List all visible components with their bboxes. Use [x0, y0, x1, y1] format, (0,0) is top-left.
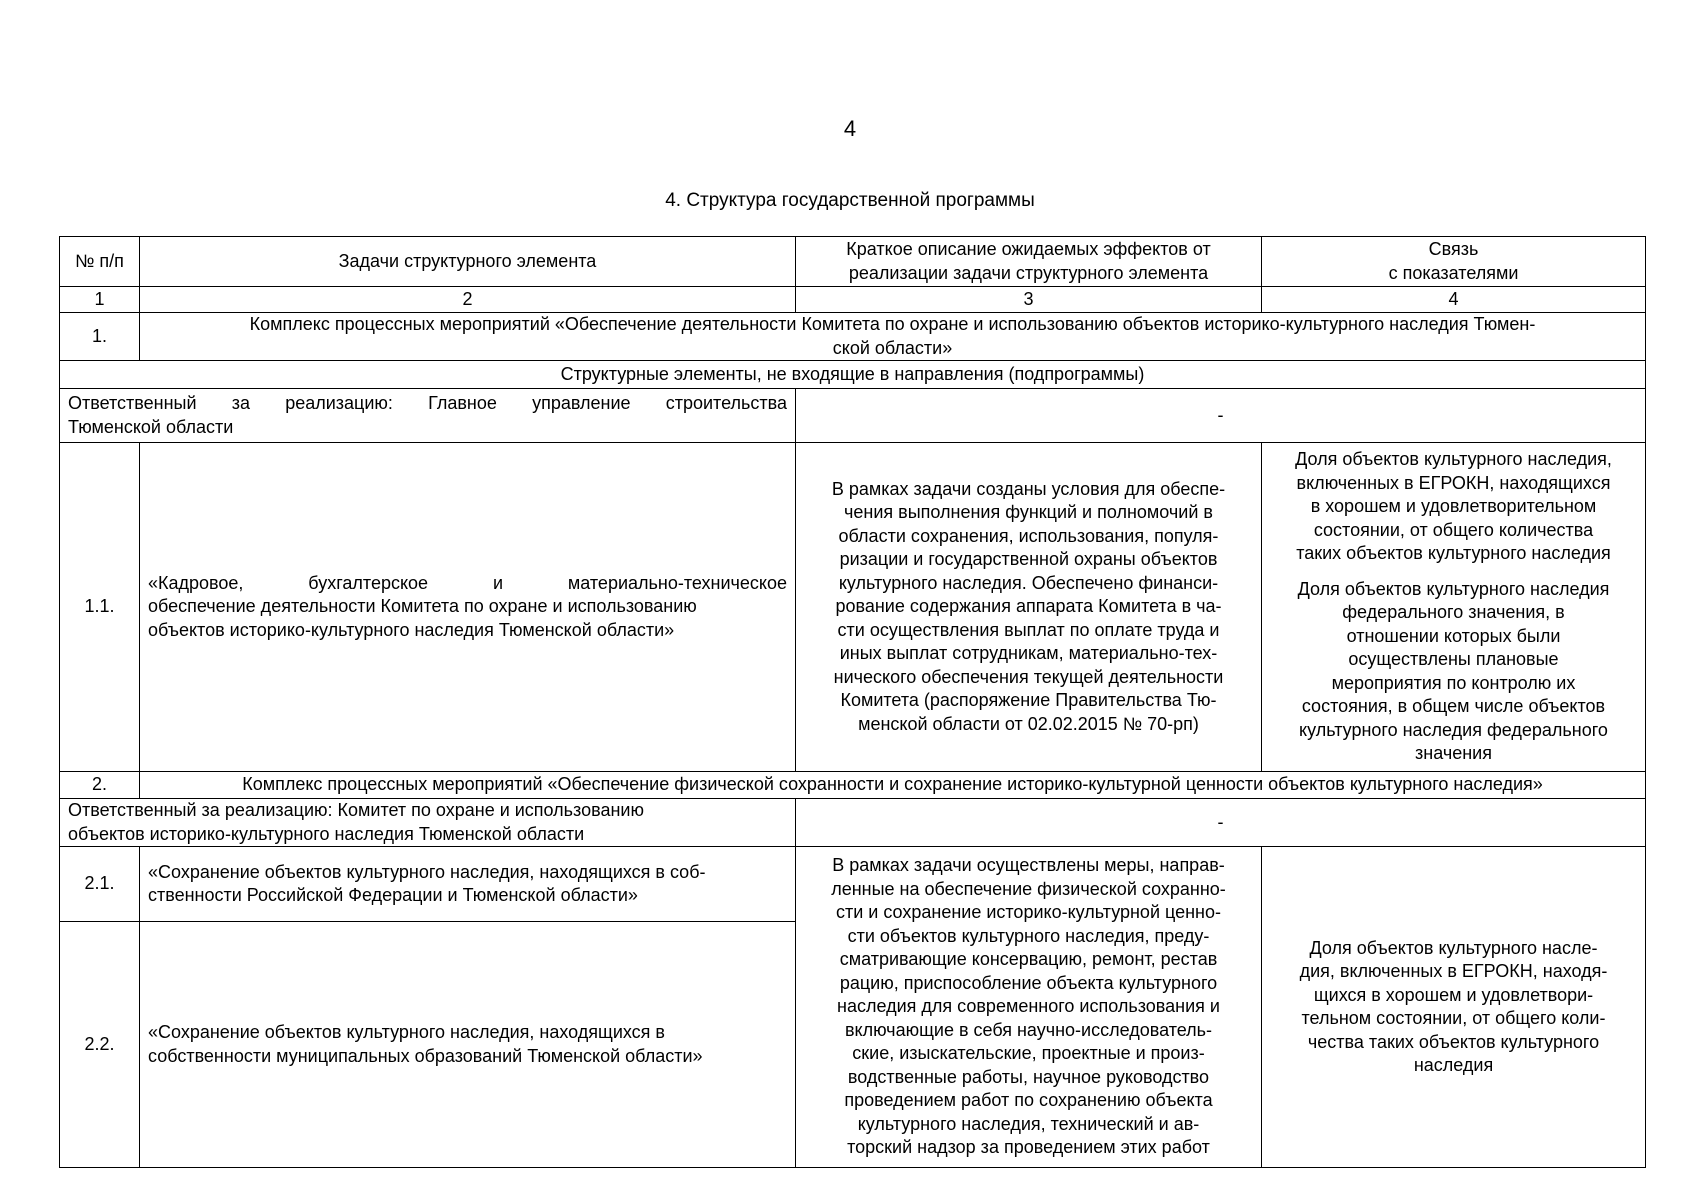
column-numbers-row [60, 287, 1646, 313]
row-1-1-task-line: объектов историко-культурного наследия Тюменской области» [148, 619, 675, 640]
effect-line: сти осуществления выплат по оплате труда и [837, 619, 1220, 640]
indicator-line: состояния, в общем числе объектов [1301, 696, 1606, 717]
responsible-1-line: Тюменской области [68, 416, 234, 437]
responsible-2-line: объектов историко-культурного наследия Тюменской области [68, 823, 585, 844]
header-num: № п/п [60, 237, 140, 287]
row-1-1-effect [796, 443, 1262, 772]
header-effects-line: Краткое описание ожидаемых эффектов от [846, 239, 1211, 259]
effect-line: рование содержания аппарата Комитета в ча- [835, 596, 1222, 617]
responsible-1-dash: - [796, 389, 1646, 443]
effect-line: области сохранения, использования, популя- [838, 525, 1219, 546]
effect-line: водственные работы, научное руководство [847, 1066, 1210, 1087]
indicator-line: отношении которых были [1346, 625, 1561, 646]
section-2-indicator [1262, 847, 1646, 1168]
indicator-line: мероприятия по контролю их [1331, 672, 1576, 693]
responsible-2-line: Ответственный за реализацию: Комитет по охране и использованию [68, 800, 644, 820]
section-2-num: 2. [60, 772, 140, 799]
indicator-line: Доля объектов культурного насле- [1309, 937, 1598, 958]
indicator-line: чества таких объектов культурного [1307, 1031, 1600, 1052]
section-2-title: Комплекс процессных мероприятий «Обеспечение физической сохранности и сохранение историко-культурной ценности объектов культурного наследия» [140, 772, 1646, 799]
column-number: 2 [140, 287, 796, 313]
indicator-line: таких объектов культурного наследия [1296, 543, 1611, 564]
effect-line: В рамках задачи осуществлены меры, направ- [832, 855, 1225, 876]
header-link-line: Связь [1428, 239, 1479, 259]
row-1-1-task [140, 443, 796, 772]
effect-line: культурного наследия, технический и ав- [857, 1113, 1200, 1134]
header-link-line: с показателями [1388, 262, 1519, 283]
effect-line: чения выполнения функций и полномочий в [844, 502, 1213, 523]
row-2-2-task-line: «Сохранение объектов культурного наследия, находящихся в [148, 1022, 665, 1042]
effect-line: культурного наследия. Обеспечено финанси- [838, 572, 1219, 593]
row-2-1-task-line: ственности Российской Федерации и Тюменской области» [148, 885, 638, 905]
row-2-2-task-line: собственности муниципальных образований Тюменской области» [148, 1045, 703, 1066]
subheading-row [60, 361, 1646, 389]
section-title: 4. Структура государственной программы [665, 190, 1035, 211]
column-number: 1 [60, 287, 140, 313]
section-2-row [60, 772, 1646, 799]
indicator-line: Доля объектов культурного наследия [1297, 578, 1610, 599]
responsible-2-text [60, 799, 796, 847]
column-number: 4 [1262, 287, 1646, 313]
row-2-1-task-line: «Сохранение объектов культурного наследия, находящихся в соб- [148, 861, 706, 882]
effect-line: включающие в себя научно-исследователь- [844, 1019, 1213, 1040]
indicator-line: осуществлены плановые [1348, 649, 1559, 670]
responsible-2-dash: - [796, 799, 1646, 847]
effect-line: сматривающие консервацию, ремонт, рестав [839, 949, 1218, 970]
row-2-2-task [140, 922, 796, 1168]
effect-line: В рамках задачи созданы условия для обеспе- [831, 478, 1226, 499]
header-effects-line: реализации задачи структурного элемента [848, 262, 1209, 283]
responsible-1-line: Ответственный за реализацию: Главное управление строительства [68, 393, 787, 413]
responsible-1-text [60, 389, 796, 443]
effect-line: Комитета (распоряжение Правительства Тю- [840, 690, 1217, 711]
indicator-line: включенных в ЕГРОКН, находящихся [1296, 472, 1611, 493]
indicator-line: тельном состоянии, от общего коли- [1301, 1008, 1606, 1028]
header-link [1262, 237, 1646, 287]
indicator-line: состоянии, от общего количества [1313, 519, 1594, 540]
indicator-line: наследия [1413, 1055, 1494, 1075]
responsible-1-row [60, 389, 1646, 443]
effect-line: ризации и государственной охраны объектов [839, 549, 1218, 570]
section-1-row [60, 313, 1646, 361]
effect-line: сти объектов культурного наследия, преду- [847, 925, 1210, 946]
effect-line: иных выплат сотрудникам, материально-тех- [839, 643, 1218, 664]
page-number: 4 [843, 116, 857, 141]
indicator-line: культурного наследия федерального [1299, 719, 1608, 740]
row-2-1-task [140, 847, 796, 922]
indicator-line: щихся в хорошем и удовлетвори- [1313, 984, 1594, 1005]
row-2-1-num: 2.1. [60, 847, 140, 922]
effect-line: сти и сохранение историко-культурной ценно- [835, 902, 1222, 923]
table-header-row [60, 237, 1646, 287]
section-1-num: 1. [60, 313, 140, 361]
subheading: Структурные элементы, не входящие в направления (подпрограммы) [60, 361, 1646, 389]
effect-line: нического обеспечения текущей деятельности [833, 666, 1224, 687]
section-2-effect [796, 847, 1262, 1168]
indicator-line: дия, включенных в ЕГРОКН, находя- [1299, 961, 1608, 981]
responsible-2-row [60, 799, 1646, 847]
structure-table [59, 236, 1646, 1168]
row-2-2-num: 2.2. [60, 922, 140, 1168]
indicator-spacer [1270, 566, 1637, 578]
effect-line: рацию, приспособление объекта культурного [839, 972, 1218, 993]
effect-line: торский надзор за проведением этих работ [847, 1137, 1210, 1158]
row-1-1-num: 1.1. [60, 443, 140, 772]
indicator-line: в хорошем и удовлетворительном [1310, 496, 1597, 517]
row-2-1 [60, 847, 1646, 922]
effect-line: наследия для современного использования и [837, 996, 1220, 1017]
header-effects [796, 237, 1262, 287]
row-1-1-indicators [1262, 443, 1646, 772]
column-number: 3 [796, 287, 1262, 313]
indicator-line: федерального значения, в [1342, 602, 1565, 623]
row-1-1-task-line: «Кадровое, бухгалтерское и материально-техническое [148, 572, 787, 593]
section-1-title-line: Комплекс процессных мероприятий «Обеспечение деятельности Комитета по охране и использованию объектов историко-культурного наследия Тюмен- [249, 314, 1536, 334]
effect-line: ленные на обеспечение физической сохранно- [831, 878, 1226, 899]
row-1-1 [60, 443, 1646, 772]
section-1-title-line: ской области» [832, 337, 953, 358]
section-1-title [140, 313, 1646, 361]
indicator-line: Доля объектов культурного наследия, [1295, 449, 1612, 470]
header-tasks: Задачи структурного элемента [140, 237, 796, 287]
effect-line: проведением работ по сохранению объекта [844, 1090, 1213, 1111]
row-1-1-task-line: обеспечение деятельности Комитета по охране и использованию [148, 596, 697, 617]
effect-line: менской области от 02.02.2015 № 70-рп) [858, 713, 1199, 734]
indicator-line: значения [1415, 743, 1492, 764]
effect-line: ские, изыскательские, проектные и произ- [852, 1043, 1205, 1064]
